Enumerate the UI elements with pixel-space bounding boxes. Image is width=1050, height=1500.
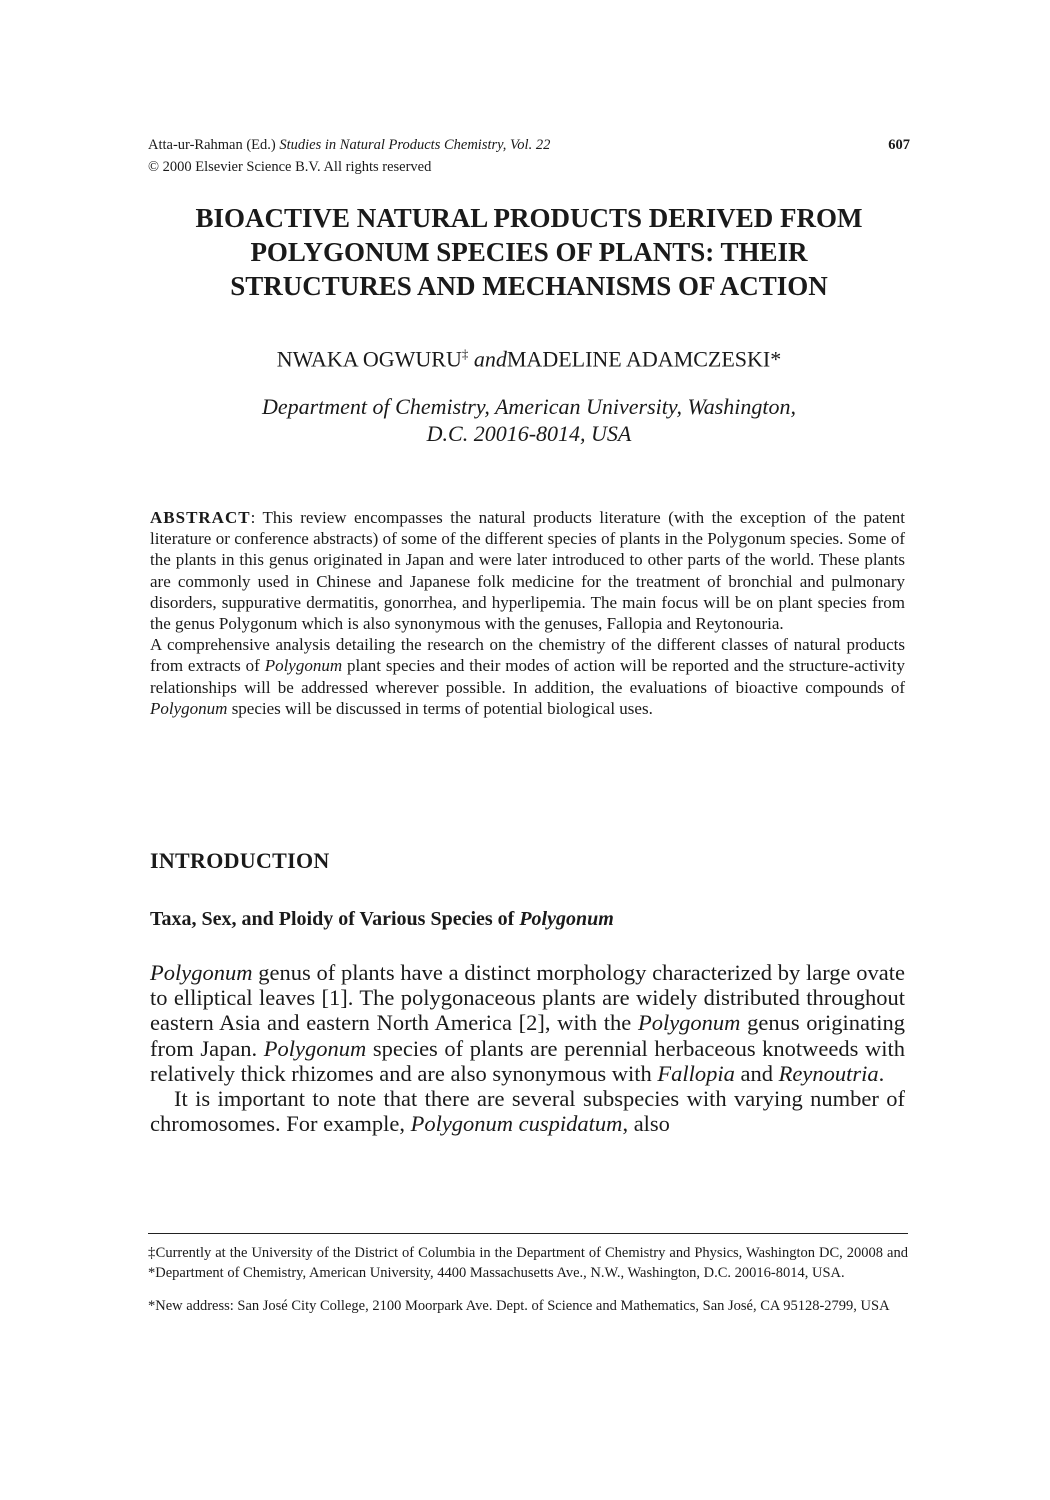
section-heading: INTRODUCTION: [150, 848, 330, 873]
affiliation-line-1: Department of Chemistry, American University, Washington,: [261, 394, 797, 419]
copyright-line: © 2000 Elsevier Science B.V. All rights reserved: [148, 159, 432, 175]
title-line-1: BIOACTIVE NATURAL PRODUCTS DERIVED FROM: [195, 203, 863, 233]
footnote-rule: [148, 1233, 908, 1234]
abstract-text-2b: plant species and their modes of action will be reported and the structure-activity relationships will be addressed wherever possible. In addition, the evaluations of bioactive compounds of: [150, 656, 905, 697]
affiliation-line-2: D.C. 20016-8014, USA: [426, 421, 632, 446]
italic-term: Polygonum: [263, 1035, 367, 1061]
author-2: MADELINE ADAMCZESKI*: [506, 346, 782, 372]
body-text-span: , also: [622, 1111, 670, 1137]
body-text-span: genus originating from Japan.: [150, 1010, 905, 1061]
author-conjunction: and: [473, 346, 507, 372]
abstract-text-2c: species will be discussed in terms of potential biological uses.: [227, 698, 653, 718]
body-paragraph-1: [150, 960, 905, 1086]
author-1-footnote-mark: ‡: [461, 346, 469, 361]
body-text-span: species of plants are perennial herbaceous knotweeds with relatively thick rhizomes and are also synonymous with: [150, 1035, 905, 1086]
abstract-text-2a: A comprehensive analysis detailing the research on the chemistry of the different classes of natural products from extracts of: [150, 635, 905, 676]
abstract: [150, 507, 905, 719]
subsection-heading: [150, 906, 614, 932]
paper-title: [148, 201, 910, 303]
page-number: 607: [888, 137, 910, 153]
title-line-3: STRUCTURES AND MECHANISMS OF ACTION: [230, 271, 828, 301]
abstract-label: ABSTRACT: [150, 508, 251, 527]
abstract-paragraph-1: [150, 507, 905, 634]
body-text-span: .: [878, 1060, 885, 1086]
citation-prefix: Atta-ur-Rahman (Ed.): [148, 137, 280, 153]
running-header: [148, 134, 910, 178]
citation-series: Studies in Natural Products Chemistry, Vol. 22: [279, 137, 551, 153]
citation: [148, 134, 550, 156]
footnotes: [148, 1243, 908, 1316]
body-text: [150, 960, 905, 1136]
body-text-span: It is important to note that there are several subspecies with varying number of chromosomes. For example,: [150, 1086, 905, 1137]
subsection-heading-text: Taxa, Sex, and Ploidy of Various Species of: [150, 908, 520, 930]
body-text-span: and: [734, 1060, 779, 1086]
italic-term: Fallopia: [657, 1060, 735, 1086]
abstract-italic-genus: Polygonum: [264, 656, 343, 676]
body-paragraph-2: [150, 1086, 905, 1136]
abstract-text-1: : This review encompasses the natural products literature (with the exception of the patent literature or conference abstracts) of some of the different species of plants in the Polygonum species. Some of the plants in this genus originated in Japan and were later introduced to other parts of the world. These plants are commonly used in Chinese and Japanese folk medicine for the treatment of bronchial and pulmonary disorders, suppurative dermatitis, gonorrhea, and hyperlipemia. The main focus will be on plant species from the genus Polygonum which is also synonymous with the genuses, Fallopia and Reytonouria.: [150, 508, 905, 634]
italic-term: Polygonum: [637, 1010, 741, 1036]
subsection-heading-italic: Polygonum: [519, 908, 614, 930]
footnote-2: *New address: San José City College, 2100 Moorpark Ave. Dept. of Science and Mathematics, San José, CA 95128-2799, USA: [148, 1298, 890, 1314]
abstract-paragraph-2: [150, 634, 905, 719]
author-line: [148, 340, 910, 373]
author-1: NWAKA OGWURU: [276, 346, 462, 372]
affiliation: [148, 393, 910, 447]
italic-term: Reynoutria: [778, 1060, 879, 1086]
footnote-1: ‡Currently at the University of the District of Columbia in the Department of Chemistry and Physics, Washington DC, 20008 and *Department of Chemistry, American University, 4400 Massachusetts Ave., N.W., Washington, D.C. 20016-8014, USA.: [148, 1245, 908, 1281]
body-text-span: genus of plants have a distinct morphology characterized by large ovate to elliptical leaves [1]. The polygonaceous plants are widely distributed throughout eastern Asia and eastern North America [2], with the: [150, 960, 905, 1036]
abstract-italic-genus: Polygonum: [150, 698, 228, 718]
italic-term: Polygonum: [150, 960, 253, 985]
title-line-2: POLYGONUM SPECIES OF PLANTS: THEIR: [250, 237, 808, 267]
italic-term: Polygonum cuspidatum: [410, 1111, 623, 1137]
